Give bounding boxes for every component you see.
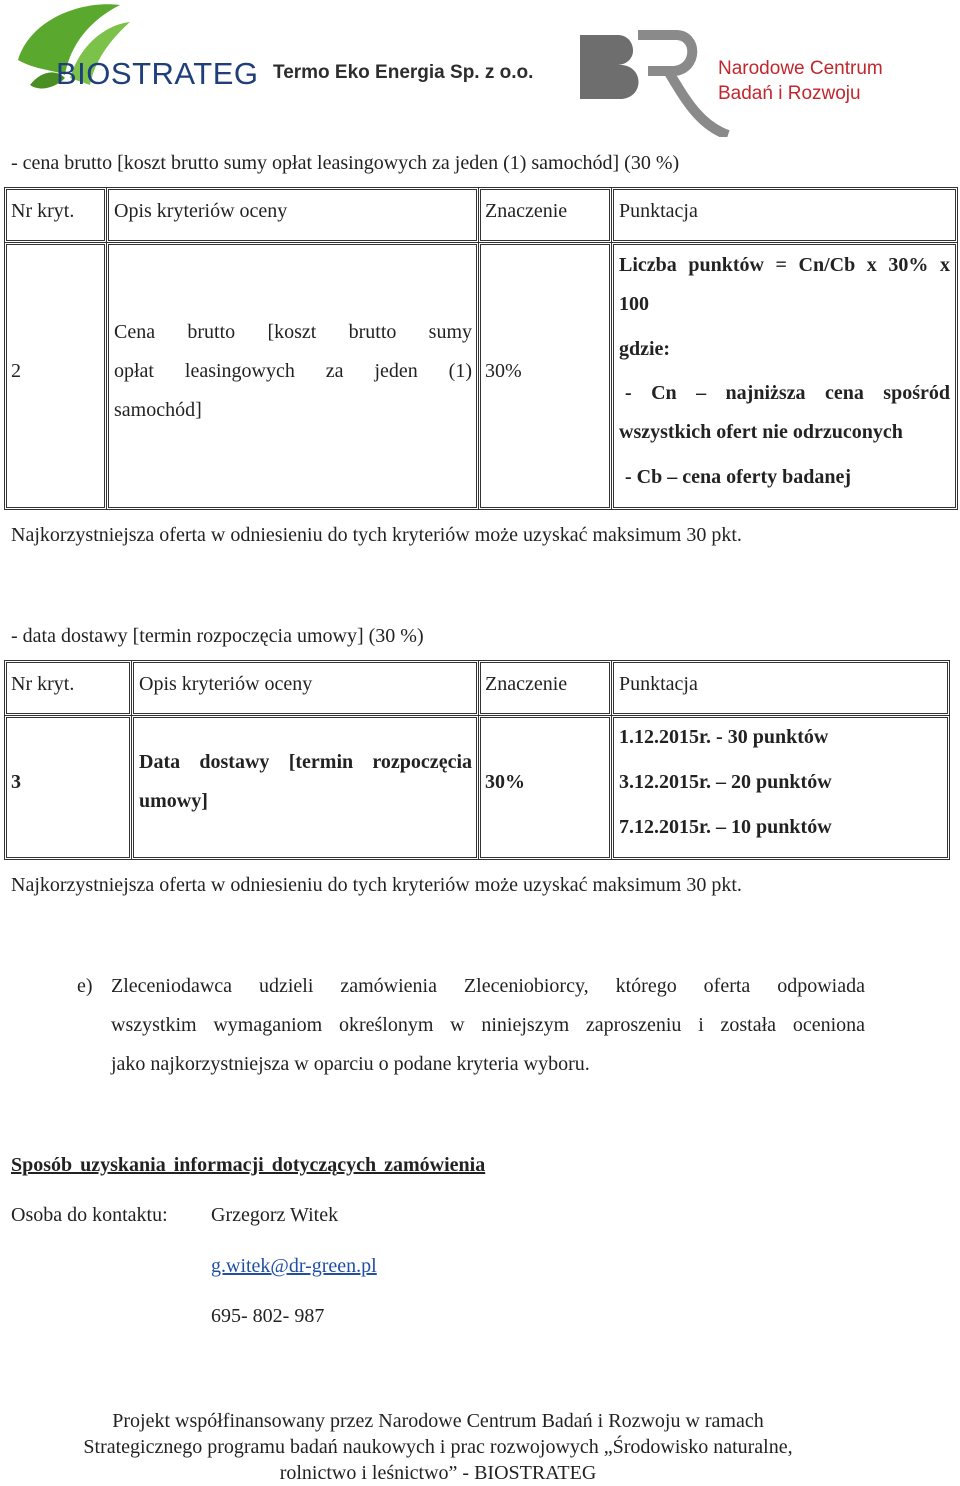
table2-header-nr-label: Nr kryt. — [11, 673, 75, 695]
table1-punktacja-line5: wszystkich ofert nie odrzuconych — [619, 421, 903, 443]
biostrateg-logo-text: BIOSTRATEG — [56, 56, 259, 91]
table2-row-opis-line2: umowy] — [139, 790, 208, 812]
table2-header-znaczenie-label: Znaczenie — [485, 673, 568, 695]
ncbr-br-logo — [578, 25, 738, 137]
table1-punktacja-line1: Liczba punktów = Cn/Cb x 30% x — [619, 254, 950, 276]
table2-row-nr-cell — [4, 715, 132, 860]
paragraph-e-line3: jako najkorzystniejsza w oparciu o podane kryteria wyboru. — [111, 1053, 590, 1075]
contact-heading: Sposób uzyskania informacji dotyczących zamówienia — [11, 1154, 486, 1176]
table1-row-nr: 2 — [11, 360, 21, 382]
table1-row-opis-line2: opłat leasingowych za jeden (1) — [114, 360, 472, 382]
footer-line1: Projekt współfinansowany przez Narodowe Centrum Badań i Rozwoju w ramach — [112, 1410, 764, 1432]
section2-intro: - data dostawy [termin rozpoczęcia umowy] (30 %) — [11, 625, 424, 647]
paragraph-e-line1: Zleceniodawca udzieli zamówienia Zleceniobiorcy, którego oferta odpowiada — [111, 975, 865, 997]
contact-email-link[interactable]: g.witek@dr-green.pl — [211, 1255, 377, 1277]
termo-eko-energia-logo: Termo Eko Energia Sp. z o.o. — [273, 62, 534, 83]
table1-punktacja-line2: 100 — [619, 293, 649, 315]
contact-label: Osoba do kontaktu: — [11, 1204, 168, 1226]
table1-header-opis-label: Opis kryteriów oceny — [114, 200, 288, 222]
table2-row-znaczenie: 30% — [485, 771, 525, 793]
biostrateg-leaf-logo — [10, 0, 250, 110]
table2-row-opis-line1: Data dostawy [termin rozpoczęcia — [139, 751, 472, 773]
table1-row-opis-line1: Cena brutto [koszt brutto sumy — [114, 321, 472, 343]
contact-name: Grzegorz Witek — [211, 1204, 339, 1226]
table2-punktacja-line2: 3.12.2015r. – 20 punktów — [619, 771, 832, 793]
section1-note: Najkorzystniejsza oferta w odniesieniu do tych kryteriów może uzyskać maksimum 30 pkt. — [11, 524, 742, 546]
table2-row-nr: 3 — [11, 771, 21, 793]
ncbr-logo-line2: Badań i Rozwoju — [718, 83, 861, 104]
paragraph-e-marker: e) — [77, 975, 93, 997]
table1-punktacja-line4: - Cn – najniższa cena spośród — [625, 382, 950, 404]
section2-note: Najkorzystniejsza oferta w odniesieniu do tych kryteriów może uzyskać maksimum 30 pkt. — [11, 874, 742, 896]
table1-punktacja-line6: - Cb – cena oferty badanej — [625, 466, 852, 488]
table1-row-znaczenie: 30% — [485, 360, 522, 382]
section1-intro: - cena brutto [koszt brutto sumy opłat leasingowych za jeden (1) samochód] (30 %) — [11, 152, 680, 174]
table1-punktacja-line3: gdzie: — [619, 338, 671, 360]
table2-header-opis-label: Opis kryteriów oceny — [139, 673, 313, 695]
ncbr-logo-line1: Narodowe Centrum — [718, 58, 883, 79]
footer-line3: rolnictwo i leśnictwo” - BIOSTRATEG — [279, 1462, 597, 1484]
table1-header-nr-label: Nr kryt. — [11, 200, 75, 222]
table2-punktacja-line1: 1.12.2015r. - 30 punktów — [619, 726, 829, 748]
contact-phone: 695- 802- 987 — [211, 1305, 325, 1327]
table2-row-opis-cell — [131, 715, 479, 860]
table2-header-punktacja-label: Punktacja — [619, 673, 698, 695]
paragraph-e-line2: wszystkim wymaganiom określonym w niniejszym zaproszeniu i została oceniona — [111, 1014, 865, 1036]
footer-line2: Strategicznego programu badań naukowych i prac rozwojowych „Środowisko naturalne, — [83, 1436, 793, 1458]
table2-punktacja-line3: 7.12.2015r. – 10 punktów — [619, 816, 832, 838]
table1-header-znaczenie-label: Znaczenie — [485, 200, 568, 222]
table1-row-opis-line3: samochód] — [114, 399, 202, 421]
table1-header-punktacja-label: Punktacja — [619, 200, 698, 222]
